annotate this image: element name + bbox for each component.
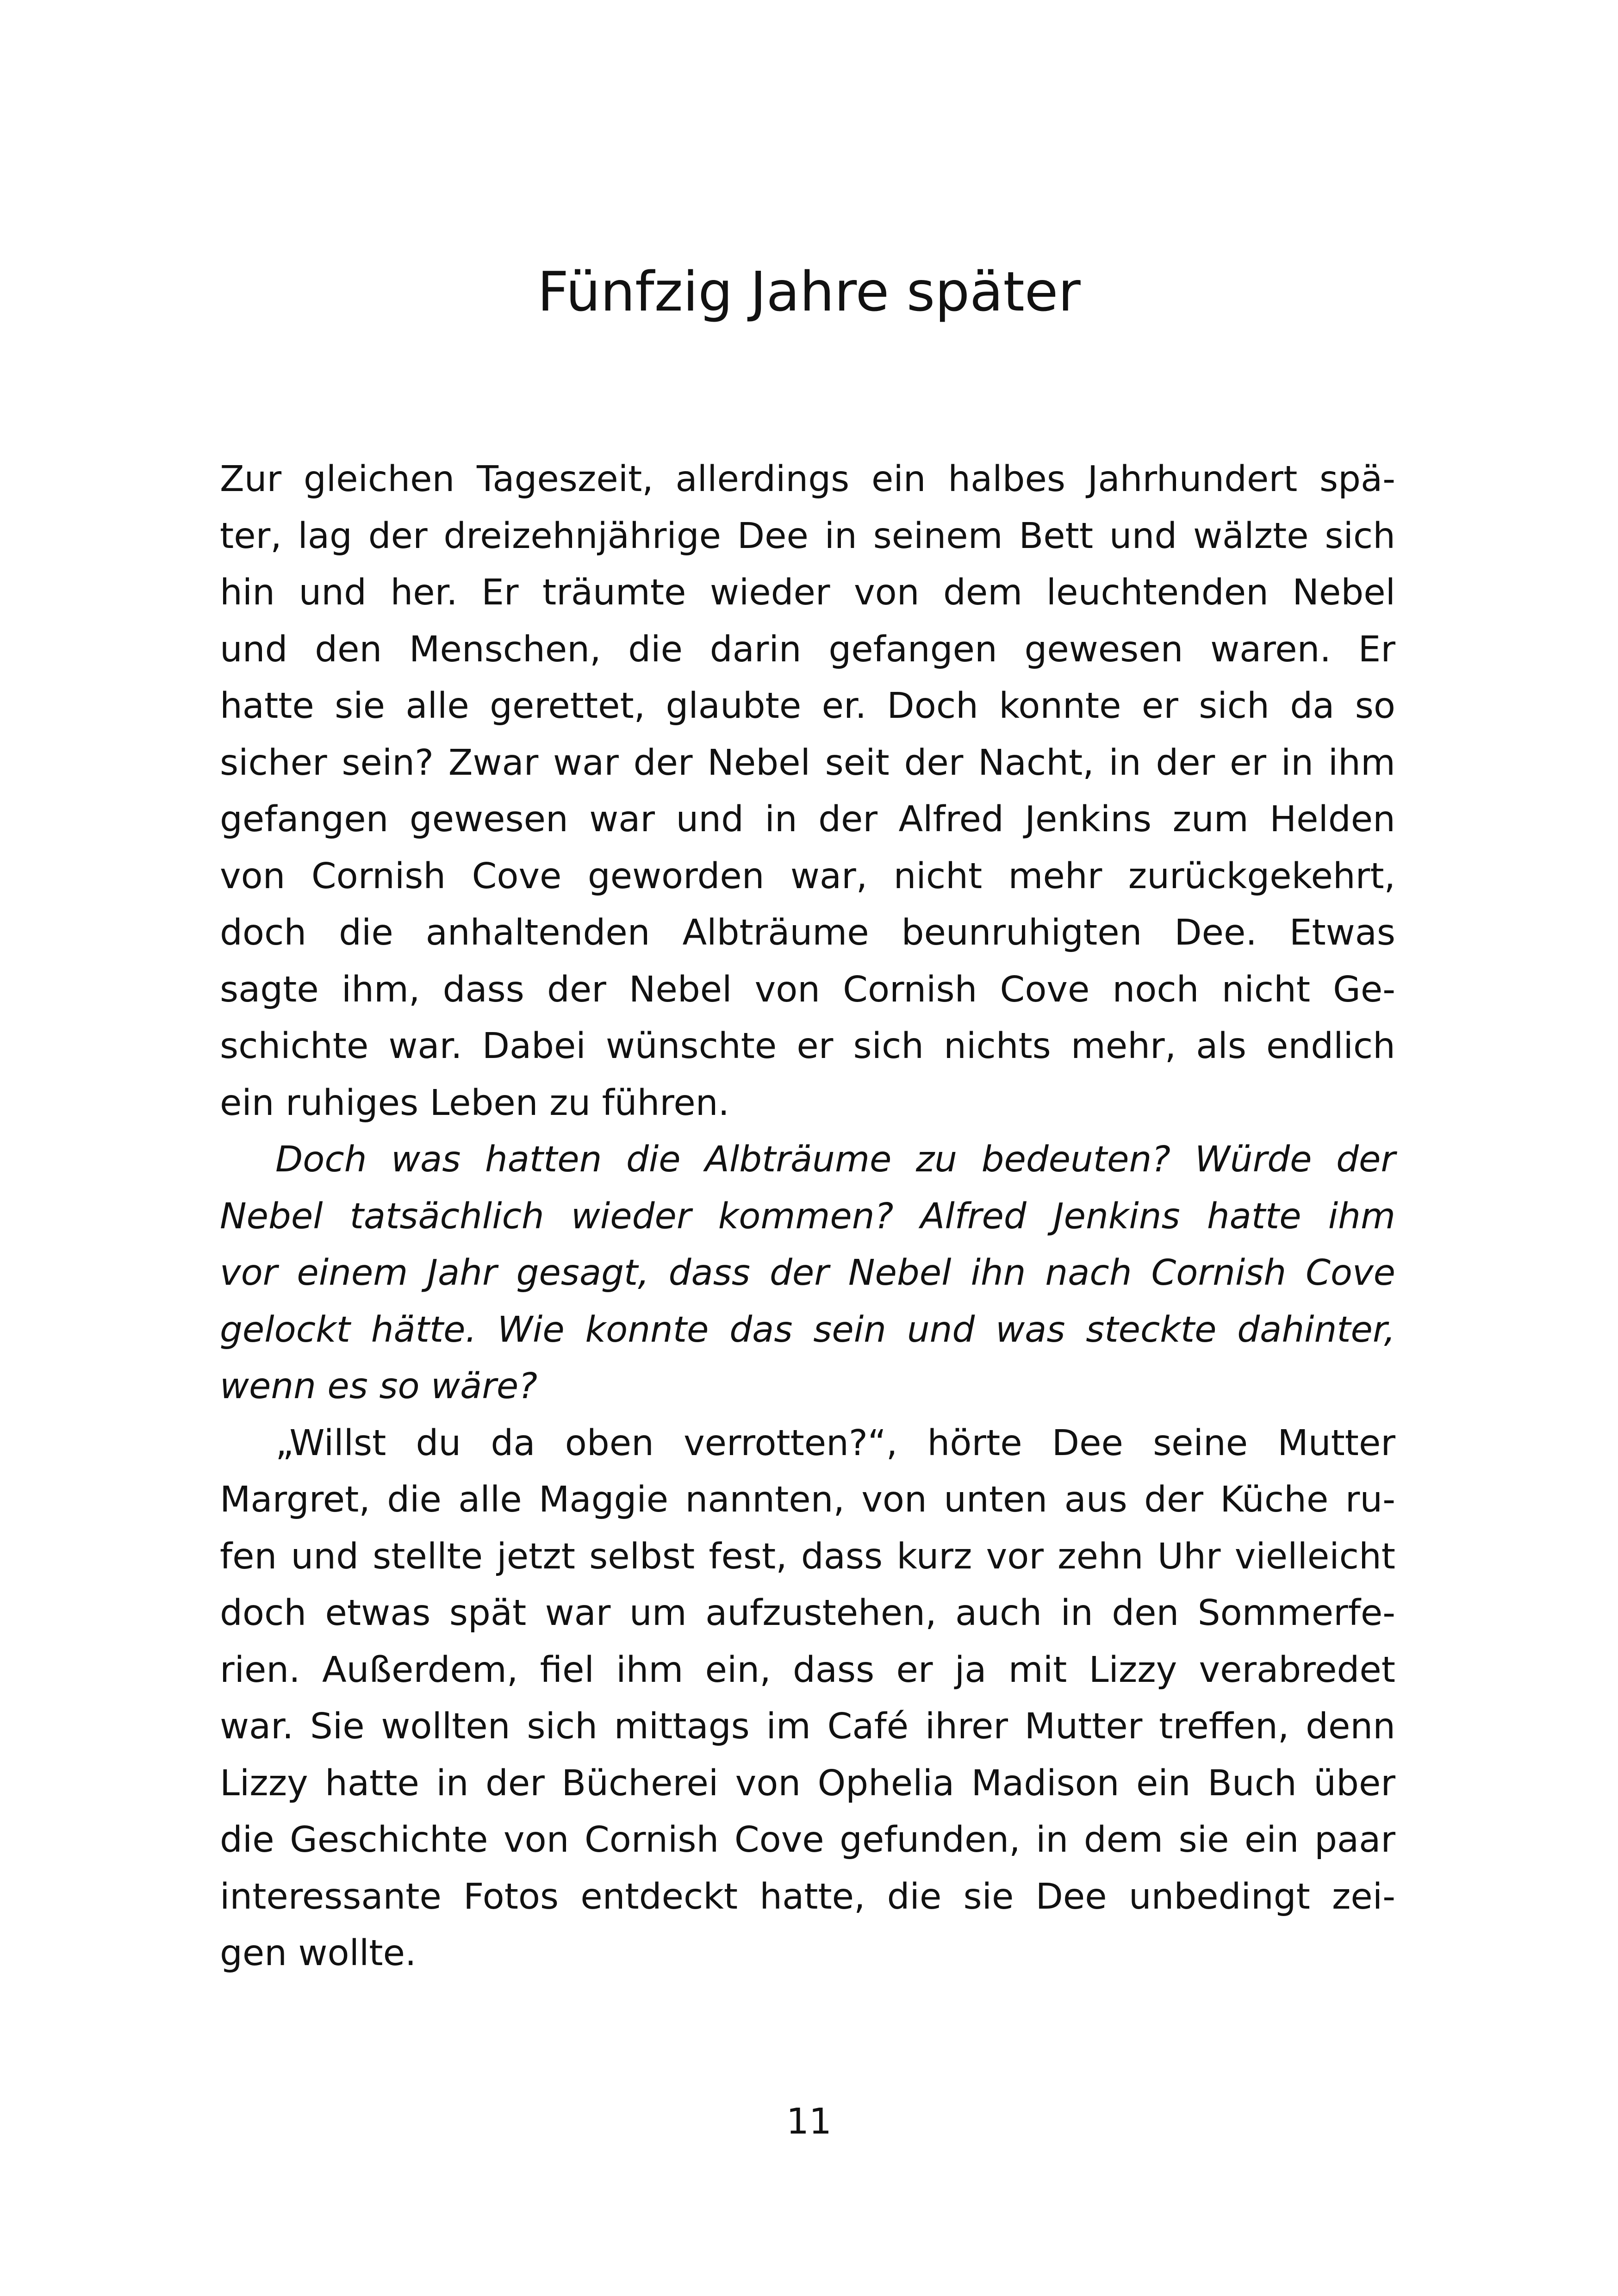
text-line: hin und her. Er träumte wieder von dem leuchtenden Nebel: [220, 572, 1395, 613]
text-line: hatte sie alle gerettet, glaubte er. Doch konnte er sich da so: [220, 685, 1395, 727]
text-line: und den Menschen, die darin gefangen gewesen waren. Er: [220, 628, 1395, 670]
text-line: Nebel tatsächlich wieder kommen? Alfred Jenkins hatte ihm: [220, 1195, 1395, 1237]
text-line: wenn es so wäre?: [220, 1366, 538, 1407]
text-line: Margret, die alle Maggie nannten, von unten aus der Küche ru-: [220, 1479, 1395, 1520]
body-text: [220, 451, 1395, 1982]
text-line: die Geschichte von Cornish Cove gefunden, in dem sie ein paar: [220, 1819, 1395, 1860]
text-line: interessante Fotos entdeckt hatte, die sie Dee unbedingt zei-: [220, 1876, 1395, 1917]
text-line: Lizzy hatte in der Bücherei von Ophelia Madison ein Buch über: [220, 1762, 1395, 1804]
text-line: rien. Außerdem, fiel ihm ein, dass er ja mit Lizzy verabredet: [220, 1649, 1395, 1691]
text-line: sicher sein? Zwar war der Nebel seit der Nacht, in der er in ihm: [220, 742, 1395, 784]
text-line: gelockt hätte. Wie konnte das sein und was steckte dahinter,: [220, 1309, 1395, 1350]
text-line: fen und stellte jetzt selbst fest, dass kurz vor zehn Uhr vielleicht: [220, 1536, 1395, 1577]
text-line: doch etwas spät war um aufzustehen, auch in den Sommerfe-: [220, 1593, 1395, 1634]
text-line: vor einem Jahr gesagt, dass der Nebel ihn nach Cornish Cove: [220, 1252, 1395, 1294]
text-line: sagte ihm, dass der Nebel von Cornish Cove noch nicht Ge-: [220, 969, 1395, 1010]
text-line: „Willst du da oben verrotten?“, hörte Dee seine Mutter: [275, 1422, 1395, 1464]
text-line: von Cornish Cove geworden war, nicht mehr zurückgekehrt,: [220, 855, 1395, 897]
text-line: schichte war. Dabei wünschte er sich nichts mehr, als endlich: [220, 1026, 1395, 1067]
text-line: Zur gleichen Tageszeit, allerdings ein halbes Jahrhundert spä-: [220, 459, 1395, 500]
text-line: ter, lag der dreizehnjährige Dee in seinem Bett und wälzte sich: [220, 515, 1395, 557]
text-line: doch die anhaltenden Albträume beunruhigten Dee. Etwas: [220, 912, 1395, 953]
page-number: 11: [786, 2101, 832, 2142]
paragraph-2-italic: [220, 1132, 1395, 1415]
paragraph-3: [220, 1415, 1395, 1982]
text-line: ein ruhiges Leben zu führen.: [220, 1082, 730, 1124]
text-line: war. Sie wollten sich mittags im Café ihrer Mutter treffen, denn: [220, 1706, 1395, 1747]
chapter-title: Fünfzig Jahre später: [537, 260, 1081, 324]
text-line: Doch was hatten die Albträume zu bedeuten? Würde der: [275, 1139, 1395, 1180]
text-line: gefangen gewesen war und in der Alfred Jenkins zum Helden: [220, 799, 1395, 840]
paragraph-1: [220, 451, 1395, 1132]
text-line: gen wollte.: [220, 1933, 417, 1974]
